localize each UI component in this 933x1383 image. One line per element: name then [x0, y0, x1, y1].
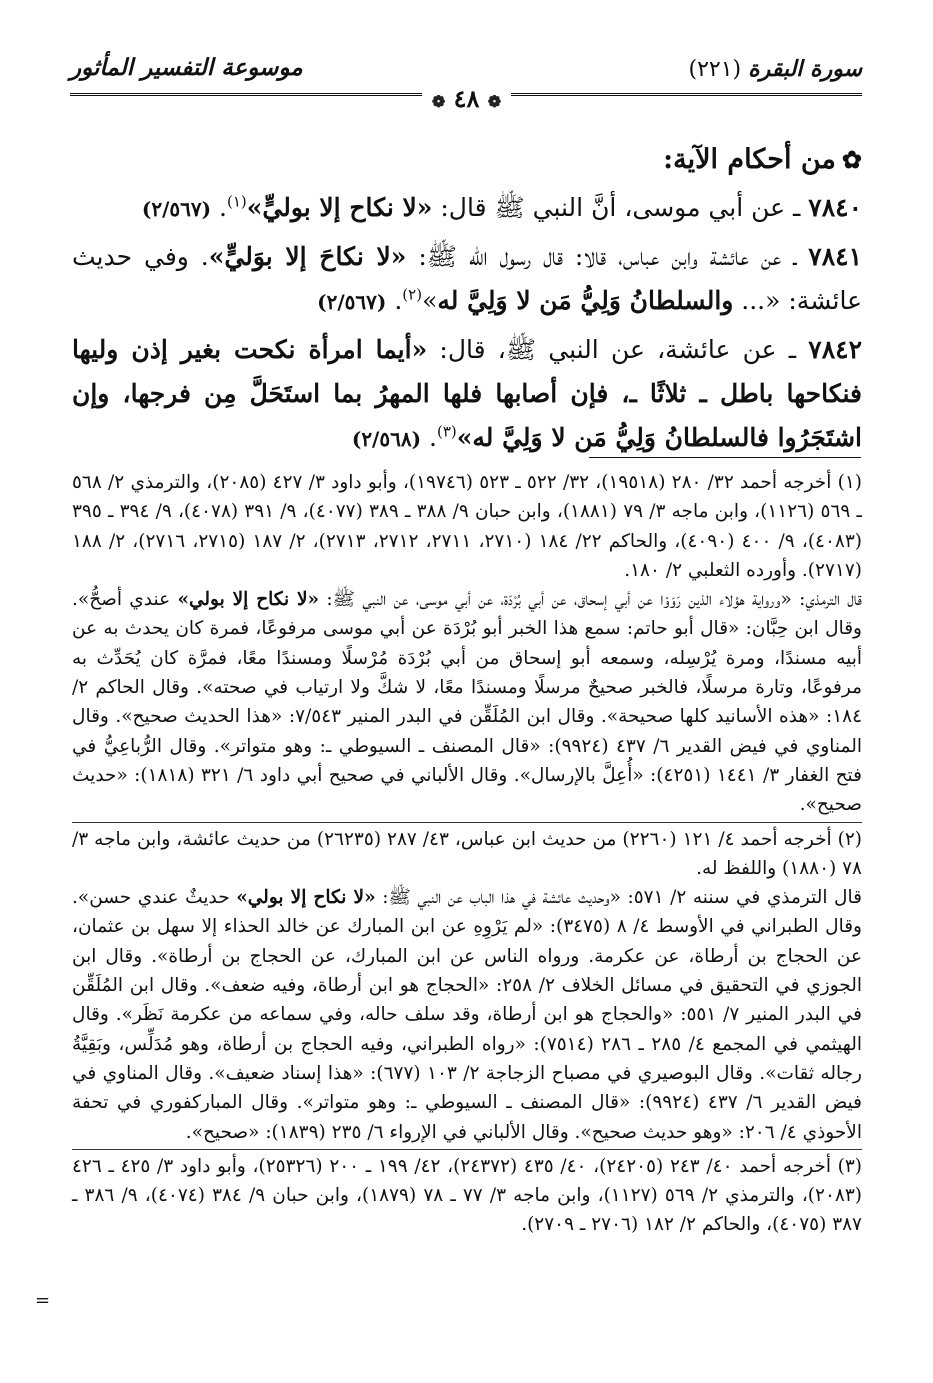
volume-reference: (٢/٥٦٧) — [317, 290, 387, 314]
footnote-separator — [72, 822, 862, 823]
footnote-marker: (٣) — [436, 422, 457, 441]
page-number: ٤٨ — [453, 84, 480, 113]
entry-text: ـ عن عائشة وابن عباس، قالا: قال رسول الله ﷺ: — [406, 242, 809, 271]
footnote-comment — [72, 585, 862, 819]
entry-text: ـ عن عائشة، عن النبي ﷺ، قال: — [427, 335, 809, 364]
footnote-separator — [72, 1149, 862, 1150]
footnote-hadith: «لا نكاح إلا بولي» — [236, 887, 376, 909]
entry-text: . — [386, 286, 403, 315]
hadith-text: «لا نكاح إلا بوليٍّ» — [246, 193, 433, 222]
footnotes — [72, 468, 862, 1240]
verse-number: (٢٢١) — [688, 57, 742, 82]
surah-reference — [689, 56, 863, 82]
footnote-text: قال الترمذي في سننه ٢/ ٥٧١: «وحديث عائشة في هذا الباب عن النبي ﷺ: — [375, 887, 862, 909]
entry-number: ٧٨٤١ — [808, 242, 862, 271]
surah-name: سورة البقرة — [748, 56, 862, 82]
section-title: من أحكام الآية: — [663, 144, 836, 175]
hadith-entry — [72, 328, 862, 461]
footnote-hadith: «لا نكاح إلا بولي» — [177, 589, 320, 611]
entry-text: . — [211, 193, 227, 222]
footnote-text: عندي أصحُّ». وقال ابن حِبَّان: «قال أبو حاتم: سمع هذا الخبر أبو بُرْدَة عن أبي موسى مرفوعًا، فمرة كان يحدث به عن أبيه مسندًا، ومرة يُرْسِله، وسمعه أبو إسحاق من أبي بُرْدَة مُرْسلًا ومسندًا معًا، فمرَّة كان يُحَدِّث به مرفوعًا، وتارة مرسلًا، فالخبر صحيحٌ مرسلًا ومسندًا معًا، لا شكَّ ولا ارتياب في صحته». وقال الحاكم ٢/ ١٨٤: «هذه الأسانيد كلها صحيحة». وقال ابن المُلَقِّن في البدر المنير ٧/٥٤٣: «هذا الحديث صحيح». وقال المناوي في فيض القدير ٦/ ٤٣٧ (٩٩٢٤): «قال المصنف ـ السيوطي ـ: وهو متواتر». وقال الرُّباعِيُّ في فتح الغفار ٣/ ١٤٤١ (٤٢٥١): «أُعِلَّ بالإرسال». وقال الألباني في صحيح أبي داود ٦/ ٣٢١ (١٨١٨): «حديث صحيح». — [72, 589, 863, 816]
volume-reference: (٢/٥٦٨) — [351, 427, 422, 451]
hadith-text: «أيما امرأة نكحت بغير إذن وليها فنكاحها باطل ـ ثلاثًا ـ، فإن أصابها فلها المهرُ بما استَحَلَّ مِن فرجها، وإن اشتَجَرُوا فالسلطانُ وَلِيُّ مَن لا وَلِيَّ له» — [72, 335, 862, 452]
ornament-icon: ❁ — [487, 92, 502, 111]
footnote-text: حديثٌ عندي حسن». وقال الطبراني في الأوسط ٤/ ٨ (٣٤٧٥): «لم يَرْوِهِ عن ابن المبارك عن خالد الحذاء إلا سهل بن عثمان، عن الحجاج بن أرطاة، عن عكرمة. ورواه الناس عن ابن المبارك، عن الحجاج بن أرطاة». وقال ابن الجوزي في التحقيق في مسائل الخلاف ٢/ ٢٥٨: «الحجاج هو ابن أرطاة، وفيه ضعف». وقال ابن المُلَقِّن في البدر المنير ٧/ ٥٥١: «والحجاج هو ابن أرطاة، وقد سلف حاله، وفي سماعه من عكرمة نَظَر». وقال الهيثمي في المجمع ٤/ ٢٨٥ ـ ٢٨٦ (٧٥١٤): «رواه الطبراني، وفيه الحجاج بن أرطاة، وهو مُدَلِّس، وبَقِيَّةُ رجاله ثقات». وقال البوصيري في مصباح الزجاجة ٢/ ١٠٣ (٦٧٧): «هذا إسناد ضعيف». وقال المناوي في فيض القدير ٦/ ٤٣٧ (٩٩٢٤): «قال المصنف ـ السيوطي ـ: وهو متواتر». وقال المباركفوري في تحفة الأحوذي ٤/ ٢٠٦: «وهو حديث صحيح». وقال الألباني في الإرواء ٦/ ٢٣٥ (١٨٣٩): «صحيح». — [72, 887, 862, 1143]
footnote-text: قال الترمذي: «ورواية هؤلاء الذين رَوَوْا عن أبي إسحاق، عن أبي بُرْدَة، عن أبي موسى، عن النبي ﷺ: — [319, 589, 862, 611]
footnote: (٢) أخرجه أحمد ٤/ ١٢١ (٢٢٦٠) من حديث ابن عباس، ٤٣/ ٢٨٧ (٢٦٢٣٥) من حديث عائشة، وابن ماجه ٣/ ٧٨ (١٨٨٠) واللفظ له. — [72, 828, 862, 879]
entry-text: . وفي حديث عائشة: «... — [72, 242, 862, 315]
ornament-icon: ❁ — [431, 92, 446, 111]
hadith-entry — [72, 186, 862, 231]
entry-text: . — [421, 423, 437, 452]
main-text — [72, 138, 862, 465]
volume-reference: (٢/٥٦٧) — [141, 197, 212, 221]
footnote-marker: (٢) — [402, 285, 423, 304]
entry-text: » — [422, 286, 438, 315]
book-title: موسوعة التفسير المأثور — [70, 54, 303, 81]
section-heading — [72, 138, 862, 182]
flower-icon: ✿ — [841, 145, 862, 174]
page-number-block — [0, 84, 933, 113]
footnote-marker: (١) — [226, 192, 247, 211]
entry-number: ٧٨٤٢ — [808, 335, 862, 364]
edge-mark: = — [35, 1290, 51, 1311]
entry-number: ٧٨٤٠ — [808, 193, 862, 222]
entry-text: ـ عن أبي موسى، أنَّ النبي ﷺ قال: — [432, 193, 809, 222]
footnote: (٣) أخرجه أحمد ٤٠/ ٢٤٣ (٢٤٢٠٥)، ٤٠/ ٤٣٥ (٢٤٣٧٢)، ٤٢/ ١٩٩ ـ ٢٠٠ (٢٥٣٢٦)، وأبو داود ٣/ ٤٢٥ ـ ٤٢٦ (٢٠٨٣)، والترمذي ٢/ ٥٦٩ (١١٢٧)، وابن ماجه ٣/ ٧٧ ـ ٧٨ (١٨٧٩)، وابن حبان ٩/ ٣٨٤ (٤٠٧٤)، ٩/ ٣٨٦ ـ ٣٨٧ (٤٠٧٥)، والحاكم ٢/ ١٨٢ (٢٧٠٦ ـ ٢٧٠٩). — [72, 1155, 863, 1236]
footnote-comment — [72, 883, 862, 1147]
hadith-text: والسلطانُ وَلِيُّ مَن لا وَلِيَّ له — [437, 286, 734, 315]
hadith-entry — [72, 235, 862, 324]
footnote-rule — [589, 457, 861, 458]
hadith-text: «لا نكاحَ إلا بوَليٍّ» — [208, 242, 407, 271]
footnote: (١) أخرجه أحمد ٣٢/ ٢٨٠ (١٩٥١٨)، ٣٢/ ٥٢٢ ـ ٥٢٣ (١٩٧٤٦)، وأبو داود ٣/ ٤٢٧ (٢٠٨٥)، والترمذي ٢/ ٥٦٨ ـ ٥٦٩ (١١٢٦)، وابن ماجه ٣/ ٧٩ (١٨٨١)، وابن حبان ٩/ ٣٨٨ ـ ٣٨٩ (٤٠٧٧)، ٩/ ٣٩١ (٤٠٧٨)، ٩/ ٣٩٤ ـ ٣٩٥ (٤٠٨٣)، ٩/ ٤٠٠ (٤٠٩٠)، والحاكم ٢٢/ ١٨٤ (٢٧١٠، ٢٧١١، ٢٧١٢، ٢٧١٣)، ٢/ ١٨٧ (٢٧١٥، ٢٧١٦)، ٢/ ١٨٨ (٢٧١٧). وأورده الثعلبي ٢/ ١٨٠. — [72, 472, 863, 581]
